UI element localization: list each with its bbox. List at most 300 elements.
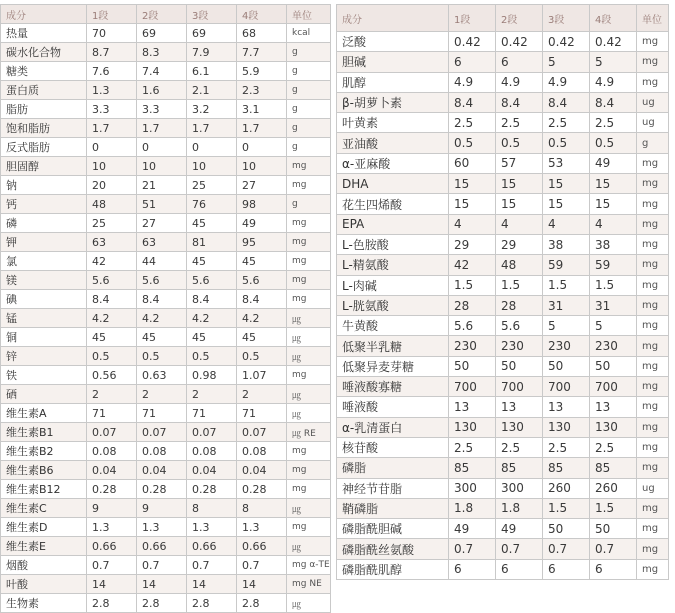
unit-cell: mg bbox=[637, 519, 669, 539]
value-cell: 69 bbox=[187, 24, 237, 43]
value-cell: 3.1 bbox=[237, 100, 287, 119]
value-cell: 4.2 bbox=[237, 309, 287, 328]
value-cell: 68 bbox=[237, 24, 287, 43]
table-row bbox=[337, 539, 669, 559]
value-cell: 14 bbox=[137, 575, 187, 594]
value-cell: 85 bbox=[496, 458, 543, 478]
value-cell: 0 bbox=[187, 138, 237, 157]
nutrient-name-cell: 低聚异麦芽糖 bbox=[337, 356, 449, 376]
column-header: 2段 bbox=[137, 5, 187, 24]
value-cell: 2 bbox=[237, 385, 287, 404]
unit-cell: mg bbox=[287, 518, 331, 537]
table-row bbox=[337, 478, 669, 498]
value-cell: 71 bbox=[237, 404, 287, 423]
value-cell: 8 bbox=[187, 499, 237, 518]
value-cell: 2.5 bbox=[449, 437, 496, 457]
value-cell: 5.9 bbox=[237, 62, 287, 81]
value-cell: 230 bbox=[449, 336, 496, 356]
value-cell: 63 bbox=[87, 233, 137, 252]
nutrient-name-cell: 胆碱 bbox=[337, 52, 449, 72]
value-cell: 0.04 bbox=[137, 461, 187, 480]
column-header: 单位 bbox=[287, 5, 331, 24]
value-cell: 50 bbox=[590, 519, 637, 539]
value-cell: 1.7 bbox=[137, 119, 187, 138]
value-cell: 25 bbox=[187, 176, 237, 195]
nutrient-name-cell: 花生四烯酸 bbox=[337, 194, 449, 214]
value-cell: 0.07 bbox=[187, 423, 237, 442]
value-cell: 0.07 bbox=[87, 423, 137, 442]
column-header: 4段 bbox=[237, 5, 287, 24]
column-header: 1段 bbox=[449, 5, 496, 32]
value-cell: 59 bbox=[590, 255, 637, 275]
table-row bbox=[337, 336, 669, 356]
unit-cell: mg bbox=[637, 52, 669, 72]
value-cell: 2.5 bbox=[543, 437, 590, 457]
value-cell: 0.08 bbox=[187, 442, 237, 461]
value-cell: 0.7 bbox=[137, 556, 187, 575]
unit-cell: mg bbox=[287, 271, 331, 290]
value-cell: 49 bbox=[237, 214, 287, 233]
unit-cell: mg bbox=[637, 559, 669, 579]
table-row bbox=[1, 271, 331, 290]
unit-cell: mg bbox=[637, 417, 669, 437]
table-row bbox=[337, 113, 669, 133]
value-cell: 4.9 bbox=[449, 72, 496, 92]
value-cell: 4.2 bbox=[87, 309, 137, 328]
unit-cell: mg bbox=[637, 295, 669, 315]
value-cell: 0.42 bbox=[449, 32, 496, 52]
unit-cell: ㎍ bbox=[287, 309, 331, 328]
value-cell: 13 bbox=[543, 397, 590, 417]
value-cell: 1.5 bbox=[543, 498, 590, 518]
value-cell: 15 bbox=[590, 174, 637, 194]
value-cell: 5 bbox=[590, 316, 637, 336]
value-cell: 0.28 bbox=[187, 480, 237, 499]
value-cell: 71 bbox=[187, 404, 237, 423]
value-cell: 13 bbox=[449, 397, 496, 417]
value-cell: 38 bbox=[543, 234, 590, 254]
unit-cell: mg bbox=[287, 176, 331, 195]
value-cell: 260 bbox=[543, 478, 590, 498]
table-row bbox=[337, 397, 669, 417]
value-cell: 0.98 bbox=[187, 366, 237, 385]
value-cell: 8.4 bbox=[590, 92, 637, 112]
value-cell: 1.3 bbox=[187, 518, 237, 537]
nutrient-name-cell: 肌醇 bbox=[337, 72, 449, 92]
value-cell: 0.5 bbox=[590, 133, 637, 153]
value-cell: 45 bbox=[237, 252, 287, 271]
value-cell: 0.08 bbox=[87, 442, 137, 461]
value-cell: 5.6 bbox=[496, 316, 543, 336]
nutrient-name-cell: 碳水化合物 bbox=[1, 43, 87, 62]
value-cell: 2.8 bbox=[137, 594, 187, 613]
table-row bbox=[337, 437, 669, 457]
value-cell: 0.66 bbox=[87, 537, 137, 556]
table-row bbox=[337, 52, 669, 72]
nutrient-name-cell: L-肉碱 bbox=[337, 275, 449, 295]
nutrient-name-cell: 生物素 bbox=[1, 594, 87, 613]
nutrient-name-cell: DHA bbox=[337, 174, 449, 194]
value-cell: 50 bbox=[449, 356, 496, 376]
table-row bbox=[337, 133, 669, 153]
nutrient-name-cell: 氯 bbox=[1, 252, 87, 271]
unit-cell: mg bbox=[287, 366, 331, 385]
unit-cell: ug bbox=[637, 478, 669, 498]
table-row bbox=[337, 92, 669, 112]
value-cell: 7.6 bbox=[87, 62, 137, 81]
nutrient-name-cell: 脂肪 bbox=[1, 100, 87, 119]
unit-cell: mg bbox=[287, 157, 331, 176]
unit-cell: mg bbox=[637, 356, 669, 376]
nutrient-name-cell: L-胱氨酸 bbox=[337, 295, 449, 315]
value-cell: 4 bbox=[590, 214, 637, 234]
nutrient-name-cell: 核苷酸 bbox=[337, 437, 449, 457]
nutrient-name-cell: 锰 bbox=[1, 309, 87, 328]
unit-cell: g bbox=[287, 100, 331, 119]
value-cell: 9 bbox=[87, 499, 137, 518]
table-row bbox=[1, 290, 331, 309]
table-row bbox=[1, 62, 331, 81]
value-cell: 14 bbox=[237, 575, 287, 594]
value-cell: 130 bbox=[496, 417, 543, 437]
value-cell: 1.5 bbox=[449, 275, 496, 295]
nutrient-name-cell: 糖类 bbox=[1, 62, 87, 81]
unit-cell: g bbox=[637, 133, 669, 153]
nutrient-name-cell: 铁 bbox=[1, 366, 87, 385]
column-header: 成分 bbox=[337, 5, 449, 32]
value-cell: 49 bbox=[590, 153, 637, 173]
unit-cell: mg bbox=[637, 32, 669, 52]
table-row bbox=[337, 153, 669, 173]
nutrient-name-cell: 维生素D bbox=[1, 518, 87, 537]
value-cell: 48 bbox=[87, 195, 137, 214]
nutrient-name-cell: 烟酸 bbox=[1, 556, 87, 575]
table-row bbox=[1, 252, 331, 271]
value-cell: 0.5 bbox=[496, 133, 543, 153]
value-cell: 15 bbox=[543, 174, 590, 194]
unit-cell: mg bbox=[287, 214, 331, 233]
value-cell: 60 bbox=[449, 153, 496, 173]
value-cell: 0.7 bbox=[496, 539, 543, 559]
nutrient-name-cell: 低聚半乳糖 bbox=[337, 336, 449, 356]
unit-cell: mg bbox=[637, 539, 669, 559]
value-cell: 25 bbox=[87, 214, 137, 233]
unit-cell: g bbox=[287, 119, 331, 138]
value-cell: 1.07 bbox=[237, 366, 287, 385]
unit-cell: mg bbox=[637, 498, 669, 518]
table-row bbox=[337, 356, 669, 376]
table-row bbox=[1, 138, 331, 157]
value-cell: 2 bbox=[137, 385, 187, 404]
value-cell: 5.6 bbox=[187, 271, 237, 290]
value-cell: 0.42 bbox=[590, 32, 637, 52]
table-row bbox=[1, 442, 331, 461]
table-row bbox=[1, 499, 331, 518]
nutrient-name-cell: 泛酸 bbox=[337, 32, 449, 52]
value-cell: 0.28 bbox=[237, 480, 287, 499]
value-cell: 4.9 bbox=[590, 72, 637, 92]
value-cell: 14 bbox=[187, 575, 237, 594]
value-cell: 98 bbox=[237, 195, 287, 214]
value-cell: 1.3 bbox=[137, 518, 187, 537]
unit-cell: mg bbox=[637, 458, 669, 478]
unit-cell: mg bbox=[287, 252, 331, 271]
value-cell: 10 bbox=[137, 157, 187, 176]
value-cell: 700 bbox=[449, 377, 496, 397]
value-cell: 15 bbox=[496, 194, 543, 214]
value-cell: 1.8 bbox=[449, 498, 496, 518]
value-cell: 2 bbox=[87, 385, 137, 404]
unit-cell: mg bbox=[287, 442, 331, 461]
table-row bbox=[1, 119, 331, 138]
nutrient-name-cell: 神经节苷脂 bbox=[337, 478, 449, 498]
unit-cell: mg α-TE bbox=[287, 556, 331, 575]
nutrient-name-cell: 磷脂酰丝氨酸 bbox=[337, 539, 449, 559]
value-cell: 2.8 bbox=[237, 594, 287, 613]
unit-cell: ㎍ bbox=[287, 328, 331, 347]
value-cell: 8.7 bbox=[87, 43, 137, 62]
table-row bbox=[337, 275, 669, 295]
nutrient-name-cell: 鞘磷脂 bbox=[337, 498, 449, 518]
unit-cell: mg bbox=[287, 461, 331, 480]
value-cell: 1.5 bbox=[590, 275, 637, 295]
value-cell: 6.1 bbox=[187, 62, 237, 81]
table-row bbox=[1, 214, 331, 233]
value-cell: 29 bbox=[449, 234, 496, 254]
value-cell: 1.8 bbox=[496, 498, 543, 518]
value-cell: 5.6 bbox=[237, 271, 287, 290]
value-cell: 4 bbox=[543, 214, 590, 234]
value-cell: 27 bbox=[237, 176, 287, 195]
value-cell: 130 bbox=[590, 417, 637, 437]
table-row bbox=[337, 32, 669, 52]
column-header: 成分 bbox=[1, 5, 87, 24]
value-cell: 1.6 bbox=[137, 81, 187, 100]
table-row bbox=[337, 234, 669, 254]
table-row bbox=[1, 233, 331, 252]
value-cell: 5.6 bbox=[87, 271, 137, 290]
value-cell: 85 bbox=[449, 458, 496, 478]
value-cell: 0.08 bbox=[137, 442, 187, 461]
nutrient-name-cell: 胆固醇 bbox=[1, 157, 87, 176]
unit-cell: mg bbox=[637, 214, 669, 234]
table-row bbox=[1, 480, 331, 499]
value-cell: 85 bbox=[590, 458, 637, 478]
value-cell: 71 bbox=[137, 404, 187, 423]
value-cell: 81 bbox=[187, 233, 237, 252]
nutrient-name-cell: 磷脂 bbox=[337, 458, 449, 478]
value-cell: 0.04 bbox=[187, 461, 237, 480]
value-cell: 230 bbox=[590, 336, 637, 356]
unit-cell: mg bbox=[637, 174, 669, 194]
value-cell: 15 bbox=[449, 174, 496, 194]
value-cell: 300 bbox=[449, 478, 496, 498]
column-header: 单位 bbox=[637, 5, 669, 32]
value-cell: 28 bbox=[449, 295, 496, 315]
value-cell: 4.2 bbox=[187, 309, 237, 328]
table-row bbox=[337, 174, 669, 194]
value-cell: 2.1 bbox=[187, 81, 237, 100]
value-cell: 0.28 bbox=[137, 480, 187, 499]
nutrient-name-cell: 维生素B6 bbox=[1, 461, 87, 480]
value-cell: 38 bbox=[590, 234, 637, 254]
value-cell: 1.3 bbox=[87, 81, 137, 100]
value-cell: 15 bbox=[496, 174, 543, 194]
unit-cell: mg bbox=[637, 316, 669, 336]
unit-cell: mg bbox=[637, 437, 669, 457]
value-cell: 0.42 bbox=[496, 32, 543, 52]
value-cell: 2.5 bbox=[590, 113, 637, 133]
value-cell: 300 bbox=[496, 478, 543, 498]
value-cell: 29 bbox=[496, 234, 543, 254]
table-row bbox=[337, 194, 669, 214]
value-cell: 260 bbox=[590, 478, 637, 498]
column-header: 3段 bbox=[187, 5, 237, 24]
value-cell: 5.6 bbox=[449, 316, 496, 336]
value-cell: 31 bbox=[590, 295, 637, 315]
value-cell: 0.7 bbox=[543, 539, 590, 559]
column-header: 1段 bbox=[87, 5, 137, 24]
value-cell: 3.3 bbox=[137, 100, 187, 119]
table-row bbox=[1, 537, 331, 556]
value-cell: 5 bbox=[590, 52, 637, 72]
value-cell: 1.3 bbox=[87, 518, 137, 537]
unit-cell: g bbox=[287, 138, 331, 157]
unit-cell: mg bbox=[637, 72, 669, 92]
value-cell: 45 bbox=[237, 328, 287, 347]
value-cell: 1.5 bbox=[590, 498, 637, 518]
value-cell: 130 bbox=[449, 417, 496, 437]
value-cell: 8.4 bbox=[87, 290, 137, 309]
value-cell: 0.5 bbox=[237, 347, 287, 366]
value-cell: 2.5 bbox=[496, 437, 543, 457]
value-cell: 6 bbox=[496, 52, 543, 72]
nutrient-name-cell: 锌 bbox=[1, 347, 87, 366]
column-header: 4段 bbox=[590, 5, 637, 32]
value-cell: 6 bbox=[496, 559, 543, 579]
table-row bbox=[1, 556, 331, 575]
value-cell: 14 bbox=[87, 575, 137, 594]
value-cell: 76 bbox=[187, 195, 237, 214]
value-cell: 8.4 bbox=[187, 290, 237, 309]
nutrition-table-right bbox=[336, 4, 669, 580]
unit-cell: mg bbox=[637, 234, 669, 254]
value-cell: 42 bbox=[449, 255, 496, 275]
unit-cell: ug bbox=[637, 92, 669, 112]
value-cell: 0.42 bbox=[543, 32, 590, 52]
value-cell: 0.7 bbox=[187, 556, 237, 575]
value-cell: 0.63 bbox=[137, 366, 187, 385]
nutrient-name-cell: 磷脂酰胆碱 bbox=[337, 519, 449, 539]
value-cell: 2.5 bbox=[590, 437, 637, 457]
table-row bbox=[1, 195, 331, 214]
nutrient-name-cell: 镁 bbox=[1, 271, 87, 290]
table-row bbox=[337, 559, 669, 579]
unit-cell: mg bbox=[637, 377, 669, 397]
nutrient-name-cell: 磷脂酰肌醇 bbox=[337, 559, 449, 579]
value-cell: 2 bbox=[187, 385, 237, 404]
value-cell: 0.5 bbox=[449, 133, 496, 153]
value-cell: 0.5 bbox=[187, 347, 237, 366]
value-cell: 0.66 bbox=[137, 537, 187, 556]
value-cell: 4.9 bbox=[543, 72, 590, 92]
table-row bbox=[1, 81, 331, 100]
table-row bbox=[1, 518, 331, 537]
column-header: 3段 bbox=[543, 5, 590, 32]
value-cell: 0.66 bbox=[237, 537, 287, 556]
value-cell: 0.07 bbox=[237, 423, 287, 442]
table-row bbox=[337, 498, 669, 518]
value-cell: 45 bbox=[187, 214, 237, 233]
value-cell: 0.07 bbox=[137, 423, 187, 442]
table-row bbox=[1, 24, 331, 43]
value-cell: 3.2 bbox=[187, 100, 237, 119]
table-row bbox=[337, 316, 669, 336]
value-cell: 15 bbox=[449, 194, 496, 214]
value-cell: 49 bbox=[449, 519, 496, 539]
value-cell: 9 bbox=[137, 499, 187, 518]
unit-cell: mg bbox=[637, 336, 669, 356]
value-cell: 8.4 bbox=[237, 290, 287, 309]
value-cell: 0 bbox=[137, 138, 187, 157]
nutrient-name-cell: 铜 bbox=[1, 328, 87, 347]
nutrient-name-cell: L-色胺酸 bbox=[337, 234, 449, 254]
nutrient-name-cell: 亚油酸 bbox=[337, 133, 449, 153]
value-cell: 6 bbox=[449, 52, 496, 72]
nutrient-name-cell: 维生素B12 bbox=[1, 480, 87, 499]
table-row bbox=[337, 214, 669, 234]
table-row bbox=[1, 347, 331, 366]
value-cell: 70 bbox=[87, 24, 137, 43]
value-cell: 700 bbox=[590, 377, 637, 397]
value-cell: 45 bbox=[187, 252, 237, 271]
value-cell: 1.3 bbox=[237, 518, 287, 537]
value-cell: 6 bbox=[543, 559, 590, 579]
nutrient-name-cell: α-亚麻酸 bbox=[337, 153, 449, 173]
value-cell: 4.9 bbox=[496, 72, 543, 92]
nutrient-name-cell: β-胡萝卜素 bbox=[337, 92, 449, 112]
value-cell: 0.5 bbox=[543, 133, 590, 153]
table-row bbox=[1, 366, 331, 385]
value-cell: 42 bbox=[87, 252, 137, 271]
value-cell: 45 bbox=[187, 328, 237, 347]
table-row bbox=[1, 461, 331, 480]
value-cell: 1.7 bbox=[187, 119, 237, 138]
value-cell: 48 bbox=[496, 255, 543, 275]
nutrient-name-cell: 维生素E bbox=[1, 537, 87, 556]
value-cell: 27 bbox=[137, 214, 187, 233]
unit-cell: mg bbox=[637, 255, 669, 275]
value-cell: 50 bbox=[543, 356, 590, 376]
value-cell: 230 bbox=[496, 336, 543, 356]
value-cell: 0.7 bbox=[237, 556, 287, 575]
nutrient-name-cell: α-乳清蛋白 bbox=[337, 417, 449, 437]
value-cell: 45 bbox=[87, 328, 137, 347]
value-cell: 0 bbox=[237, 138, 287, 157]
value-cell: 0.66 bbox=[187, 537, 237, 556]
table-row bbox=[1, 575, 331, 594]
table-row bbox=[337, 377, 669, 397]
table-row bbox=[1, 100, 331, 119]
value-cell: 0.04 bbox=[237, 461, 287, 480]
value-cell: 13 bbox=[496, 397, 543, 417]
value-cell: 8.4 bbox=[496, 92, 543, 112]
value-cell: 6 bbox=[590, 559, 637, 579]
unit-cell: ㎍ bbox=[287, 499, 331, 518]
value-cell: 0.7 bbox=[449, 539, 496, 559]
value-cell: 63 bbox=[137, 233, 187, 252]
table-row bbox=[1, 157, 331, 176]
